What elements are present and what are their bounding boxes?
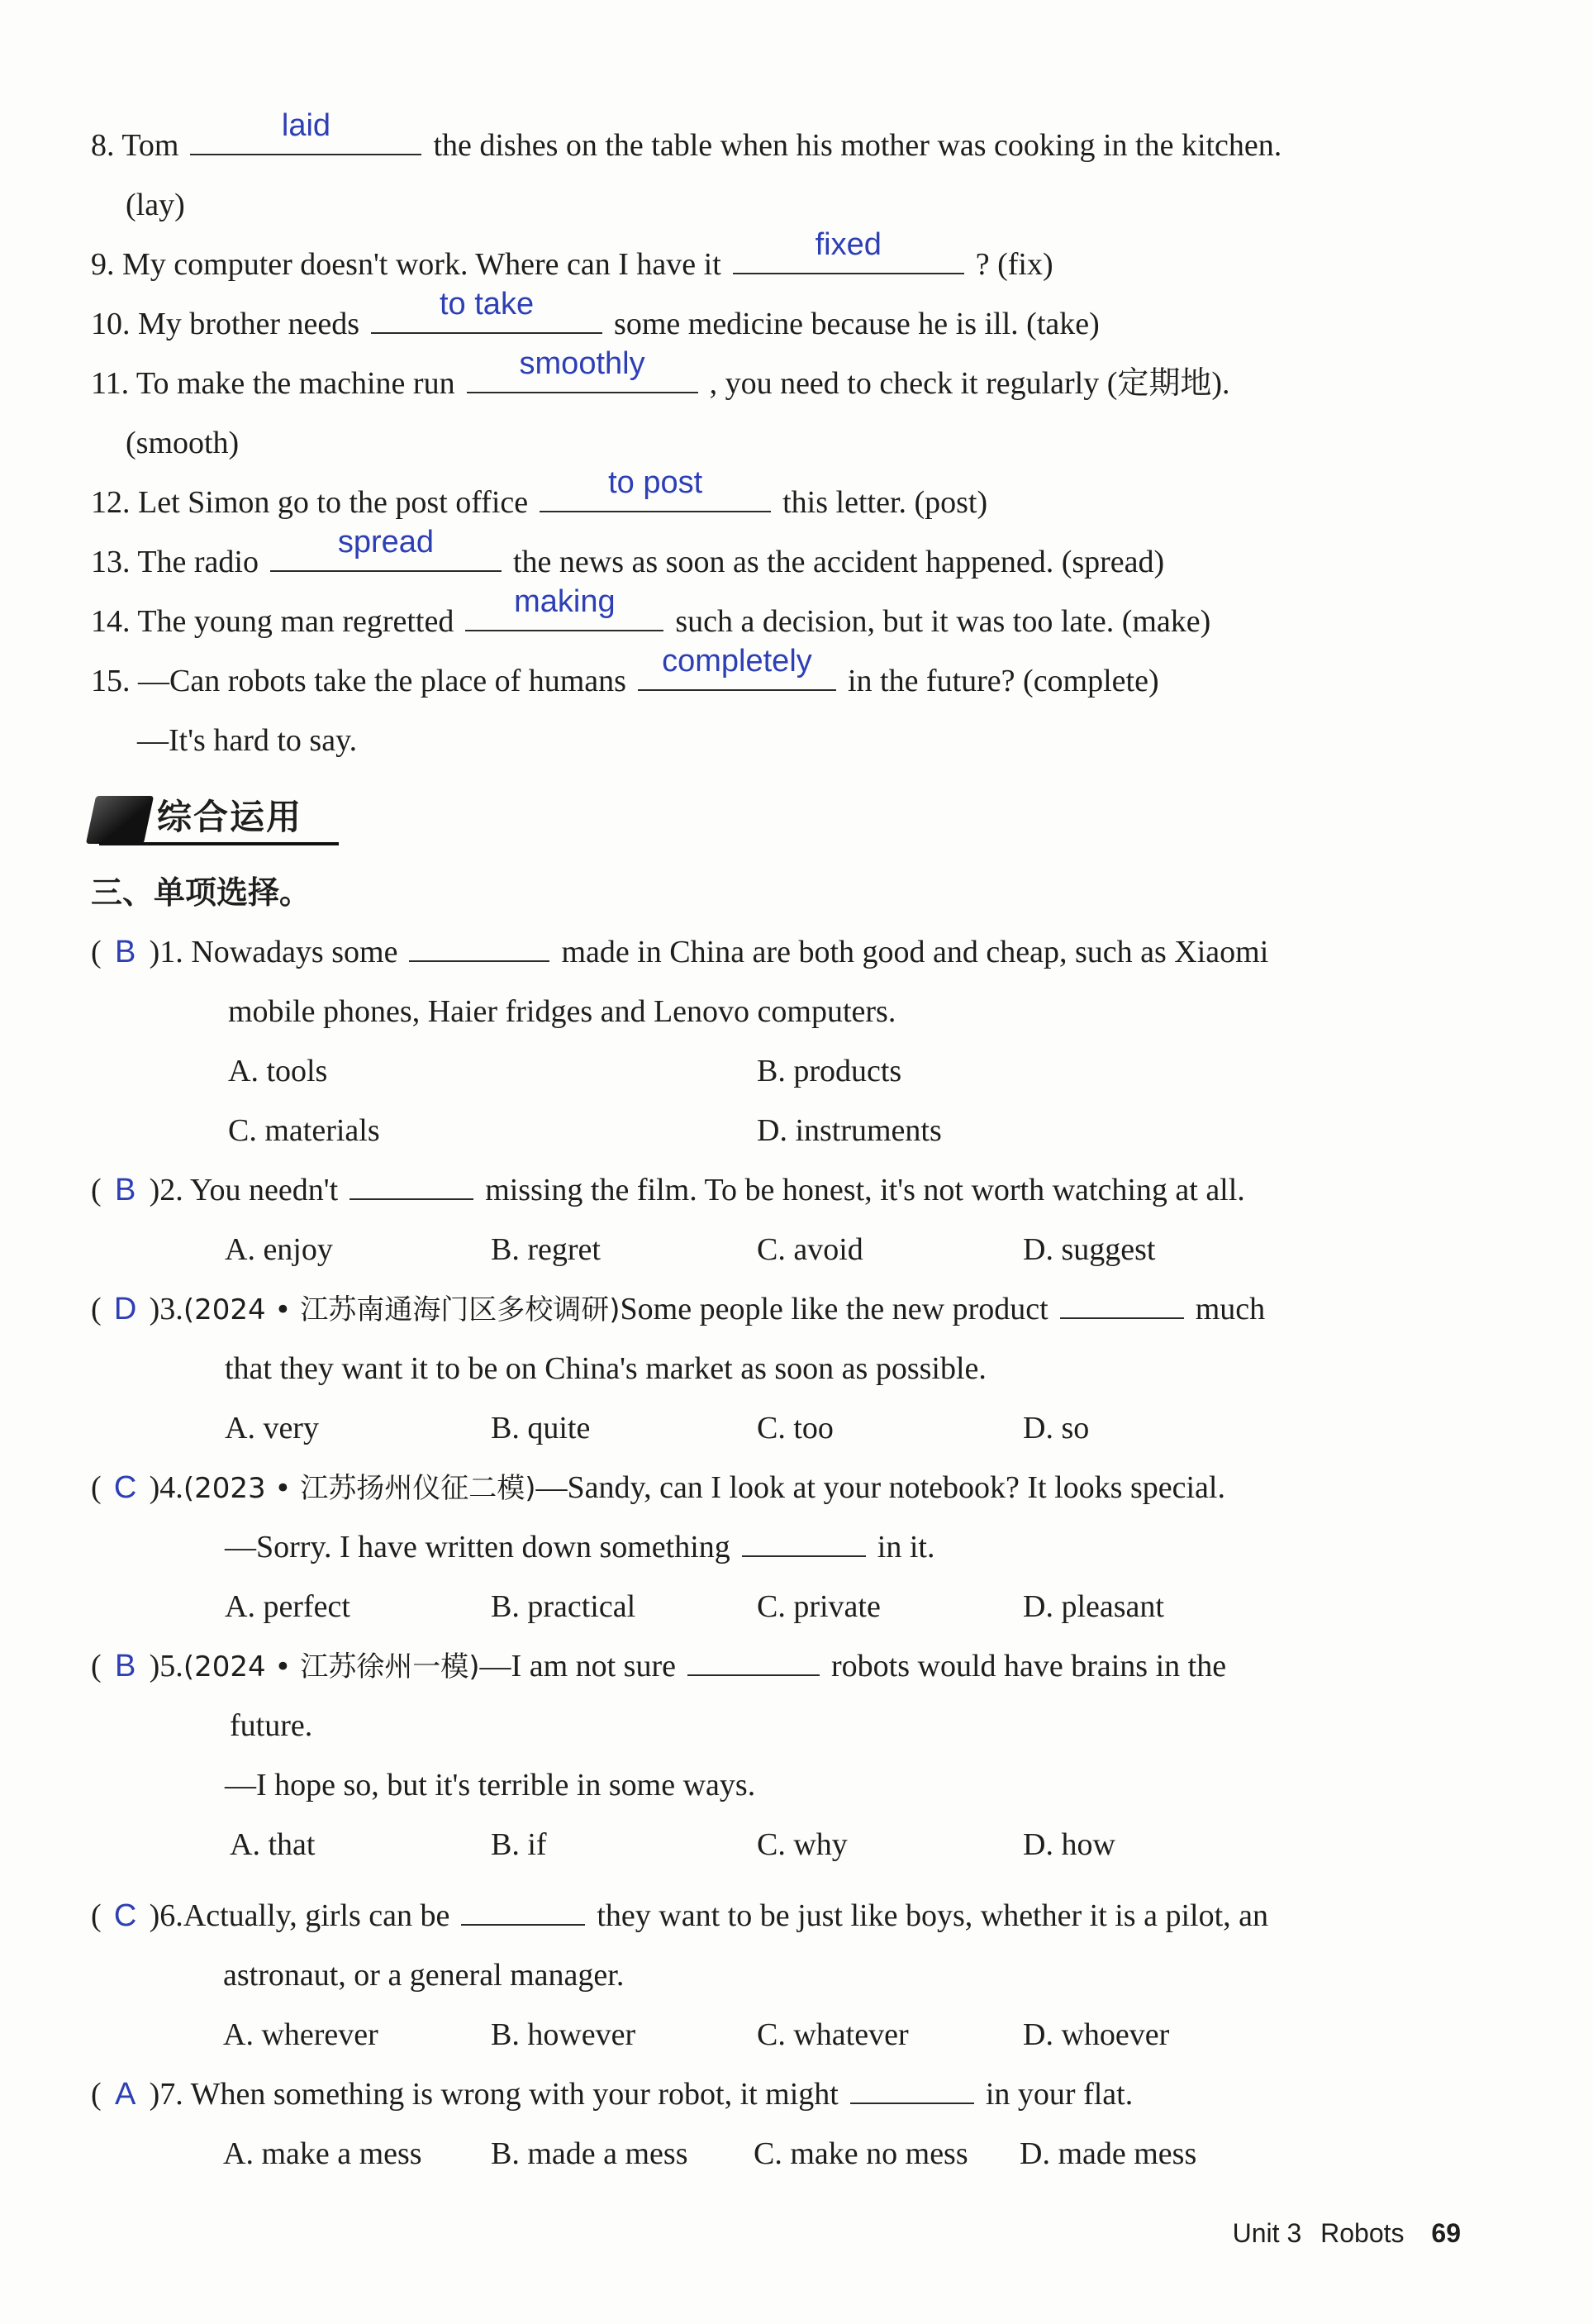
answer-blank[interactable]: fixed bbox=[733, 241, 964, 274]
mcq-1: ( B )1. Nowadays some made in China are both good and cheap, such as Xiaomi bbox=[91, 929, 1268, 975]
mcq-blank bbox=[409, 929, 549, 962]
subsection-title: 三、单项选择。 bbox=[91, 874, 311, 911]
option[interactable]: C. materials bbox=[228, 1113, 380, 1148]
answer-blank[interactable]: to take bbox=[371, 301, 602, 334]
question-11: 11. To make the machine run smoothly , you need to check it regularly (定期地). bbox=[91, 346, 1230, 401]
option[interactable]: D. suggest bbox=[1023, 1232, 1156, 1267]
answer-blank[interactable]: spread bbox=[270, 539, 502, 572]
mcq-blank bbox=[850, 2071, 974, 2104]
page-number: 69 bbox=[1431, 2218, 1461, 2248]
option[interactable]: A. wherever bbox=[223, 2017, 378, 2052]
option[interactable]: C. why bbox=[757, 1827, 848, 1862]
unit-title: Robots bbox=[1320, 2218, 1405, 2248]
question-11-hint: (smooth) bbox=[126, 426, 240, 460]
question-14: 14. The young man regretted making such a decision, but it was too late. (make) bbox=[91, 584, 1211, 639]
option[interactable]: D. pleasant bbox=[1023, 1589, 1164, 1624]
option[interactable]: A. enjoy bbox=[225, 1232, 333, 1267]
mcq-answer[interactable]: A bbox=[114, 2077, 136, 2112]
section-flag-icon bbox=[86, 796, 154, 844]
option[interactable]: B. made a mess bbox=[491, 2136, 688, 2171]
option[interactable]: A. perfect bbox=[225, 1589, 350, 1624]
mcq-6: ( C )6.Actually, girls can be they want to be just like boys, whether it is a pilot, an bbox=[91, 1893, 1268, 1939]
option[interactable]: A. very bbox=[225, 1411, 319, 1445]
mcq-7: ( A )7. When something is wrong with your robot, it might in your flat. bbox=[91, 2071, 1133, 2117]
mcq-answer[interactable]: C bbox=[113, 1898, 137, 1933]
question-8-hint: (lay) bbox=[126, 188, 185, 222]
option[interactable]: B. practical bbox=[491, 1589, 636, 1624]
mcq-answer[interactable]: B bbox=[114, 935, 136, 969]
section-header: 综合运用 bbox=[91, 789, 339, 849]
mcq-blank bbox=[1060, 1286, 1184, 1319]
question-13: 13. The radio spread the news as soon as the accident happened. (spread) bbox=[91, 525, 1165, 579]
mcq-2: ( B )2. You needn't missing the film. To be honest, it's not worth watching at all. bbox=[91, 1167, 1245, 1213]
workbook-page: 8. Tom laid the dishes on the table when his mother was cooking in the kitchen. (lay) 9. My computer doesn't work. Where can I have it fixed ? (fix) 10. My brother needs to take some medicine because he is ill. (take) 11. To make the machine run smoothly , you need to check it regularly (定期地). (smooth) 12. Let Simon go to the post office to post this letter. (post) 13. The radio spread the news as soon as the accident happened. (spread) 14. The young man regretted making such a decision, but it was too late. (make) 15. —Can robots take the place of humans completely in the future? (complete) —It's hard to say. 综合运用 三、单项选择。 ( B )1. Nowadays some made in China are both good and cheap, such as Xiaomi mobile phones, Haier fridges and Lenovo computers. A. tools B. products C. materials D. instruments ( B )2. You needn't missing the film. To be honest, it's not worth watching at all. A. enjoy B. regret C. avoid D. suggest ( D )3.(2024 • 江苏南通海门区多校调研)Some people like the new product much that they want it to be on China's market as soon as possible. A. very B. quite C. too D. so ( C )4.(2023 • 江苏扬州仪征二模)—Sandy, can I look at your notebook? It looks special. —Sorry. I have written down something in it. A. perfect B. practical C. private D. pleasant ( B )5.(2024 • 江苏徐州一模)—I am not sure robots would have brains in the future. —I hope so, but it's terrible in some ways. A. that B. if C. why D. how ( C )6.Actually, girls can be they want to be just like boys, whether it is a pilot, an astronaut, or a general manager. A. wherever B. however C. whatever D. whoever ( A )7. When something is wrong with your robot, it might in your flat. A. make a mess B. made a mess C. make no mess D. made mess Unit 3 Robots 69 bbox=[0, 0, 1593, 2324]
option[interactable]: C. whatever bbox=[757, 2017, 909, 2052]
mcq-blank bbox=[350, 1167, 473, 1200]
option[interactable]: B. products bbox=[757, 1054, 902, 1088]
mcq-4: ( C )4.(2023 • 江苏扬州仪征二模)—Sandy, can I look at your notebook? It looks special. bbox=[91, 1464, 1225, 1512]
mcq-answer[interactable]: C bbox=[113, 1470, 137, 1505]
question-8: 8. Tom laid the dishes on the table when his mother was cooking in the kitchen. bbox=[91, 108, 1282, 163]
option[interactable]: D. how bbox=[1023, 1827, 1115, 1862]
option[interactable]: B. regret bbox=[491, 1232, 601, 1267]
mcq-3: ( D )3.(2024 • 江苏南通海门区多校调研)Some people like the new product much bbox=[91, 1286, 1265, 1333]
option[interactable]: B. quite bbox=[491, 1411, 591, 1445]
question-15-reply: —It's hard to say. bbox=[137, 723, 358, 758]
mcq-answer[interactable]: B bbox=[114, 1649, 136, 1683]
option[interactable]: D. so bbox=[1023, 1411, 1090, 1445]
option[interactable]: B. however bbox=[491, 2017, 636, 2052]
unit-label: Unit 3 bbox=[1232, 2218, 1302, 2248]
option[interactable]: C. make no mess bbox=[754, 2136, 968, 2171]
mcq-blank bbox=[742, 1524, 866, 1557]
option[interactable]: C. avoid bbox=[757, 1232, 863, 1267]
option[interactable]: A. make a mess bbox=[223, 2136, 422, 2171]
question-10: 10. My brother needs to take some medicine because he is ill. (take) bbox=[91, 287, 1100, 341]
answer-blank[interactable]: completely bbox=[638, 658, 836, 691]
option[interactable]: A. tools bbox=[228, 1054, 328, 1088]
option[interactable]: C. too bbox=[757, 1411, 834, 1445]
mcq-answer[interactable]: B bbox=[114, 1173, 136, 1207]
mcq-5: ( B )5.(2024 • 江苏徐州一模)—I am not sure robots would have brains in the bbox=[91, 1643, 1226, 1690]
option[interactable]: B. if bbox=[491, 1827, 547, 1862]
option[interactable]: A. that bbox=[230, 1827, 316, 1862]
option[interactable]: D. whoever bbox=[1023, 2017, 1170, 2052]
option[interactable]: C. private bbox=[757, 1589, 881, 1624]
answer-blank[interactable]: smoothly bbox=[467, 360, 698, 393]
question-15: 15. —Can robots take the place of humans completely in the future? (complete) bbox=[91, 644, 1159, 698]
question-9: 9. My computer doesn't work. Where can I have it fixed ? (fix) bbox=[91, 227, 1053, 282]
page-footer bbox=[1233, 2215, 1461, 2251]
option[interactable]: D. instruments bbox=[757, 1113, 942, 1148]
option[interactable]: D. made mess bbox=[1020, 2136, 1197, 2171]
answer-blank[interactable]: making bbox=[465, 598, 663, 631]
mcq-blank bbox=[687, 1643, 820, 1676]
mcq-blank bbox=[461, 1893, 585, 1926]
answer-blank[interactable]: laid bbox=[190, 122, 421, 155]
answer-blank[interactable]: to post bbox=[540, 479, 771, 512]
mcq-answer[interactable]: D bbox=[113, 1292, 137, 1326]
question-12: 12. Let Simon go to the post office to post this letter. (post) bbox=[91, 465, 988, 520]
